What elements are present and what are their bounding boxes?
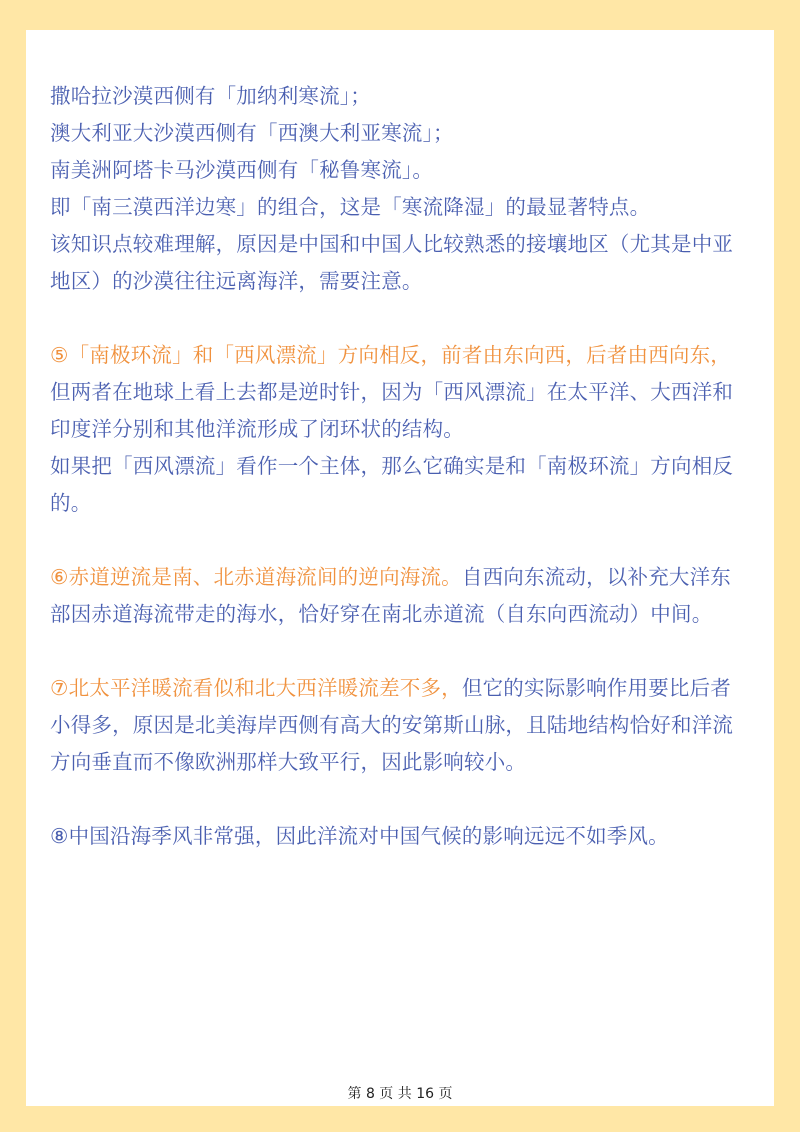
text-line: 该知识点较难理解，原因是中国和中国人比较熟悉的接壤地区（尤其是中亚 — [50, 232, 734, 256]
document-page — [26, 30, 774, 1106]
text-line: 撒哈拉沙漠西侧有「加纳利寒流」； — [50, 84, 371, 108]
text-line: 澳大利亚大沙漠西侧有「西澳大利亚寒流」； — [50, 121, 454, 145]
point-6-text: 自西向东流动，以补充大洋东 — [461, 565, 731, 589]
page-number: 第 8 页 共 16 页 — [347, 1086, 453, 1102]
text-line: 地区）的沙漠往往远离海洋，需要注意。 — [50, 269, 423, 293]
text-line: 即「南三漠西洋边寒」的组合，这是「寒流降湿」的最显著特点。 — [50, 195, 651, 219]
point-7-text: 但它的实际影响作用要比后者 — [461, 676, 731, 700]
paragraph-gap — [50, 633, 760, 670]
point-7-paragraph — [50, 670, 760, 781]
text-line: 方向垂直而不像欧洲那样大致平行，因此影响较小。 — [50, 750, 527, 774]
text-line: 的。 — [50, 491, 92, 515]
text-line: 但两者在地球上看上去都是逆时针，因为「西风漂流」在太平洋、大西洋和 — [50, 380, 734, 404]
paragraph-gap — [50, 300, 760, 337]
text-line — [50, 559, 760, 596]
text-line: 如果把「西风漂流」看作一个主体，那么它确实是和「南极环流」方向相反 — [50, 454, 734, 478]
point-5-heading: ⑤「南极环流」和「西风漂流」方向相反，前者由东向西，后者由西向东， — [50, 343, 731, 367]
document-content — [50, 78, 760, 855]
text-line: 部因赤道海流带走的海水，恰好穿在南北赤道流（自东向西流动）中间。 — [50, 602, 713, 626]
text-line — [50, 670, 760, 707]
point-8-paragraph — [50, 818, 760, 855]
text-line: ⑧中国沿海季风非常强，因此洋流对中国气候的影响远远不如季风。 — [50, 824, 669, 848]
desert-currents-paragraph — [50, 78, 760, 300]
point-7-highlight: ⑦北太平洋暖流看似和北大西洋暖流差不多， — [50, 676, 462, 700]
text-line: 印度洋分别和其他洋流形成了闭环状的结构。 — [50, 417, 464, 441]
point-6-highlight: ⑥赤道逆流是南、北赤道海流间的逆向海流。 — [50, 565, 462, 589]
paragraph-gap — [50, 522, 760, 559]
text-line: 南美洲阿塔卡马沙漠西侧有「秘鲁寒流」。 — [50, 158, 434, 182]
paragraph-gap — [50, 781, 760, 818]
point-5-paragraph — [50, 337, 760, 522]
text-line: 小得多，原因是北美海岸西侧有高大的安第斯山脉，且陆地结构恰好和洋流 — [50, 713, 734, 737]
point-6-paragraph — [50, 559, 760, 633]
